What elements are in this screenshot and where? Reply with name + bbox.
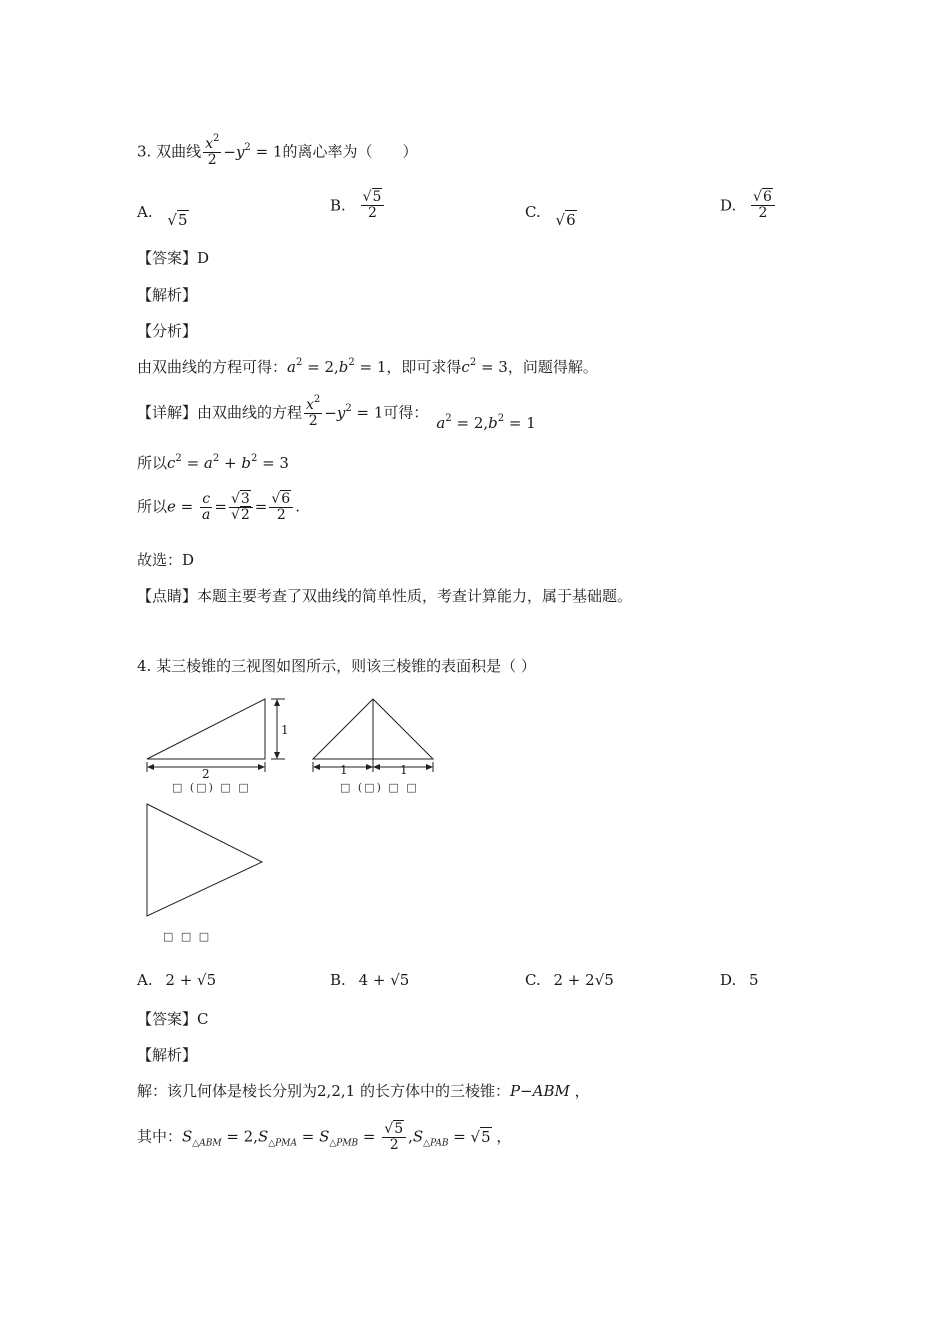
q4-option-a-value: 2 + √5 <box>165 971 217 989</box>
q3-stem: 3. 双曲线 $\frac{x^2}{2}$ $-y^2 = 1$的离心率为（ ） <box>137 133 418 168</box>
front-width-label: 2 <box>202 767 210 781</box>
q4-areas: 其中：$S_{\triangle ABM} = 2,S_{\triangle PMA} = S_{\triangle PMB}$ = $\frac{√5}{2}$ $,S_{\triangle PAB} = √5$ ， <box>137 1121 512 1153</box>
q4-stem: 4. 某三棱锥的三视图如图所示，则该三棱锥的表面积是（ ） <box>137 657 536 675</box>
q3-option-a-value: √5 <box>167 211 188 229</box>
q3-option-c[interactable]: C. √6 <box>525 203 576 229</box>
q4-option-c-value: 2 + 2√5 <box>553 971 614 989</box>
q3-option-b-value: $\frac{√5}{2}$ <box>361 190 385 221</box>
q4-option-a[interactable]: A. 2 + √5 <box>137 971 217 989</box>
q4-option-d-value: 5 <box>749 971 759 989</box>
side-view-caption: □ (□) □ □ <box>340 781 419 794</box>
q3-option-c-value: √6 <box>555 211 576 229</box>
q3-so-c: 所以$c^2 = a^2 + b^2 = 3$ <box>137 453 289 472</box>
q4-analysis-tag: 【解析】 <box>137 1046 198 1064</box>
q4-option-d[interactable]: D. 5 <box>720 971 759 989</box>
q4-option-b[interactable]: B. 4 + √5 <box>330 971 410 989</box>
q3-fenxi: 由双曲线的方程可得：$a^2 = 2,b^2 = 1$，即可求得$c^2 = 3$，问题得解。 <box>137 357 598 376</box>
top-view-caption: □ □ □ <box>163 930 212 943</box>
q3-so-e: 所以e = $\frac{c}{a}$ = $\frac{√3}{√2}$ = $\frac{√6}{2}$ . <box>137 491 300 523</box>
q3-choice: 故选：D <box>137 551 195 569</box>
q3-answer: 【答案】D <box>137 249 210 267</box>
top-view <box>147 804 262 916</box>
q3-option-d[interactable]: D. $\frac{√6}{2}$ <box>720 190 777 221</box>
side-view <box>313 699 433 777</box>
q4-answer: 【答案】C <box>137 1010 209 1028</box>
q4-three-view-figure <box>140 692 440 932</box>
front-view-caption: □ (□) □ □ <box>172 781 251 794</box>
side-right-label: 1 <box>400 763 408 777</box>
q3-option-a[interactable]: A. √5 <box>137 203 188 229</box>
q4-option-b-value: 4 + √5 <box>358 971 410 989</box>
q4-solution: 解：该几何体是棱长分别为2,2,1 的长方体中的三棱锥：P−ABM ， <box>137 1082 590 1100</box>
front-view <box>147 699 289 781</box>
q3-comment: 【点睛】本题主要考查了双曲线的简单性质，考查计算能力，属于基础题。 <box>137 587 633 605</box>
q3-detail: 【详解】由双曲线的方程 $\frac{x^2}{2}$ $-y^2 = 1$可得：$a^2 = 2,b^2 = 1$ <box>137 394 536 432</box>
q3-option-d-value: $\frac{√6}{2}$ <box>751 190 775 221</box>
q3-option-b[interactable]: B. $\frac{√5}{2}$ <box>330 190 386 221</box>
q4-option-c[interactable]: C. 2 + 2√5 <box>525 971 614 989</box>
q3-analysis-tag: 【解析】 <box>137 286 198 304</box>
q3-fenxi-tag: 【分析】 <box>137 322 198 340</box>
front-height-label: 1 <box>281 723 289 737</box>
side-left-label: 1 <box>340 763 348 777</box>
